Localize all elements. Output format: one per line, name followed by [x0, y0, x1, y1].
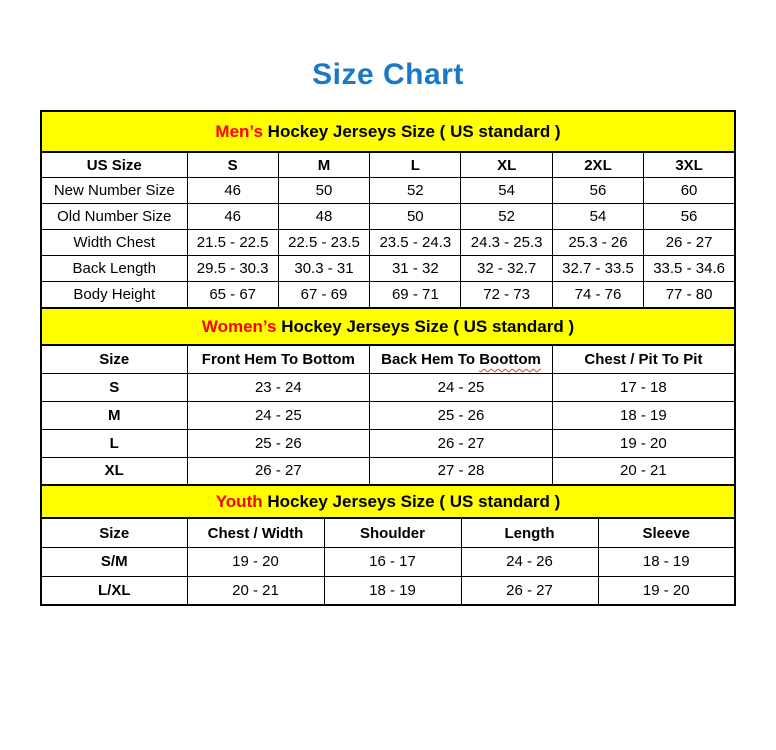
youth-banner-text: Hockey Jerseys Size ( US standard ) [262, 492, 561, 511]
column-header: Size [41, 518, 187, 547]
size-value: 60 [644, 178, 735, 204]
size-value: 32.7 - 33.5 [552, 256, 643, 282]
size-value: 46 [187, 204, 278, 230]
size-value: 18 - 19 [324, 576, 461, 605]
size-value: 20 - 21 [552, 457, 735, 485]
size-value: 26 - 27 [644, 230, 735, 256]
table-row [41, 429, 735, 457]
table-row [41, 282, 735, 308]
page-title: Size Chart [312, 58, 464, 91]
table-row [41, 576, 735, 605]
mens-banner-highlight: Men’s [215, 121, 263, 141]
row-label: Width Chest [41, 230, 187, 256]
size-value: 21.5 - 22.5 [187, 230, 278, 256]
size-value: 72 - 73 [461, 282, 552, 308]
row-label: Body Height [41, 282, 187, 308]
column-header: US Size [41, 152, 187, 178]
table-row [41, 230, 735, 256]
table-row [41, 547, 735, 576]
size-value: 30.3 - 31 [278, 256, 369, 282]
size-value: 27 - 28 [370, 457, 553, 485]
row-label: M [41, 401, 187, 429]
column-header: XL [461, 152, 552, 178]
column-header: Chest / Pit To Pit [552, 345, 735, 373]
column-header: Size [41, 345, 187, 373]
column-header: 3XL [644, 152, 735, 178]
row-label: S/M [41, 547, 187, 576]
section-youth [40, 484, 736, 606]
size-chart-tables [40, 110, 736, 607]
row-label: S [41, 373, 187, 401]
column-header: M [278, 152, 369, 178]
column-header: Length [461, 518, 598, 547]
size-value: 48 [278, 204, 369, 230]
column-header: Shoulder [324, 518, 461, 547]
size-value: 24 - 26 [461, 547, 598, 576]
size-value: 22.5 - 23.5 [278, 230, 369, 256]
header-row [41, 518, 735, 547]
size-value: 65 - 67 [187, 282, 278, 308]
size-value: 52 [370, 178, 461, 204]
size-value: 46 [187, 178, 278, 204]
section-mens [40, 110, 736, 309]
size-value: 24 - 25 [370, 373, 553, 401]
size-value: 26 - 27 [187, 457, 370, 485]
size-value: 25 - 26 [187, 429, 370, 457]
table-row [41, 256, 735, 282]
size-value: 25.3 - 26 [552, 230, 643, 256]
size-value: 20 - 21 [187, 576, 324, 605]
row-label: New Number Size [41, 178, 187, 204]
column-header: Front Hem To Bottom [187, 345, 370, 373]
table-row [41, 373, 735, 401]
size-value: 31 - 32 [370, 256, 461, 282]
column-header: Chest / Width [187, 518, 324, 547]
womens-banner-text: Hockey Jerseys Size ( US standard ) [276, 316, 575, 336]
row-label: Back Length [41, 256, 187, 282]
size-value: 56 [644, 204, 735, 230]
size-value: 54 [461, 178, 552, 204]
row-label: L/XL [41, 576, 187, 605]
column-header: 2XL [552, 152, 643, 178]
size-chart-page [0, 58, 776, 750]
size-value: 54 [552, 204, 643, 230]
table-row [41, 178, 735, 204]
column-header: Back Hem To Boottom [370, 345, 553, 373]
table-row [41, 457, 735, 485]
size-value: 18 - 19 [598, 547, 735, 576]
size-value: 50 [370, 204, 461, 230]
size-value: 32 - 32.7 [461, 256, 552, 282]
row-label: XL [41, 457, 187, 485]
section-womens [40, 307, 736, 486]
size-value: 56 [552, 178, 643, 204]
size-value: 67 - 69 [278, 282, 369, 308]
size-value: 74 - 76 [552, 282, 643, 308]
size-value: 26 - 27 [370, 429, 553, 457]
size-value: 18 - 19 [552, 401, 735, 429]
size-value: 19 - 20 [552, 429, 735, 457]
row-label: Old Number Size [41, 204, 187, 230]
row-label: L [41, 429, 187, 457]
size-value: 29.5 - 30.3 [187, 256, 278, 282]
misspelled-word: Boottom [479, 350, 541, 368]
mens-size-table [40, 151, 736, 309]
size-value: 50 [278, 178, 369, 204]
size-value: 19 - 20 [187, 547, 324, 576]
size-value: 77 - 80 [644, 282, 735, 308]
size-value: 23 - 24 [187, 373, 370, 401]
table-row [41, 204, 735, 230]
womens-banner [40, 307, 736, 346]
size-value: 33.5 - 34.6 [644, 256, 735, 282]
size-value: 24 - 25 [187, 401, 370, 429]
mens-banner-text: Hockey Jerseys Size ( US standard ) [262, 121, 561, 141]
mens-banner [40, 110, 736, 153]
womens-size-table [40, 344, 736, 486]
youth-size-table [40, 517, 736, 606]
header-row [41, 152, 735, 178]
size-value: 69 - 71 [370, 282, 461, 308]
youth-banner-highlight: Youth [215, 492, 263, 511]
size-value: 26 - 27 [461, 576, 598, 605]
size-value: 23.5 - 24.3 [370, 230, 461, 256]
header-row [41, 345, 735, 373]
size-value: 25 - 26 [370, 401, 553, 429]
column-header: S [187, 152, 278, 178]
size-value: 24.3 - 25.3 [461, 230, 552, 256]
size-value: 17 - 18 [552, 373, 735, 401]
size-value: 16 - 17 [324, 547, 461, 576]
column-header: Sleeve [598, 518, 735, 547]
table-row [41, 401, 735, 429]
womens-banner-highlight: Women’s [201, 316, 277, 336]
size-value: 19 - 20 [598, 576, 735, 605]
size-value: 52 [461, 204, 552, 230]
column-header: L [370, 152, 461, 178]
youth-banner [40, 484, 736, 519]
